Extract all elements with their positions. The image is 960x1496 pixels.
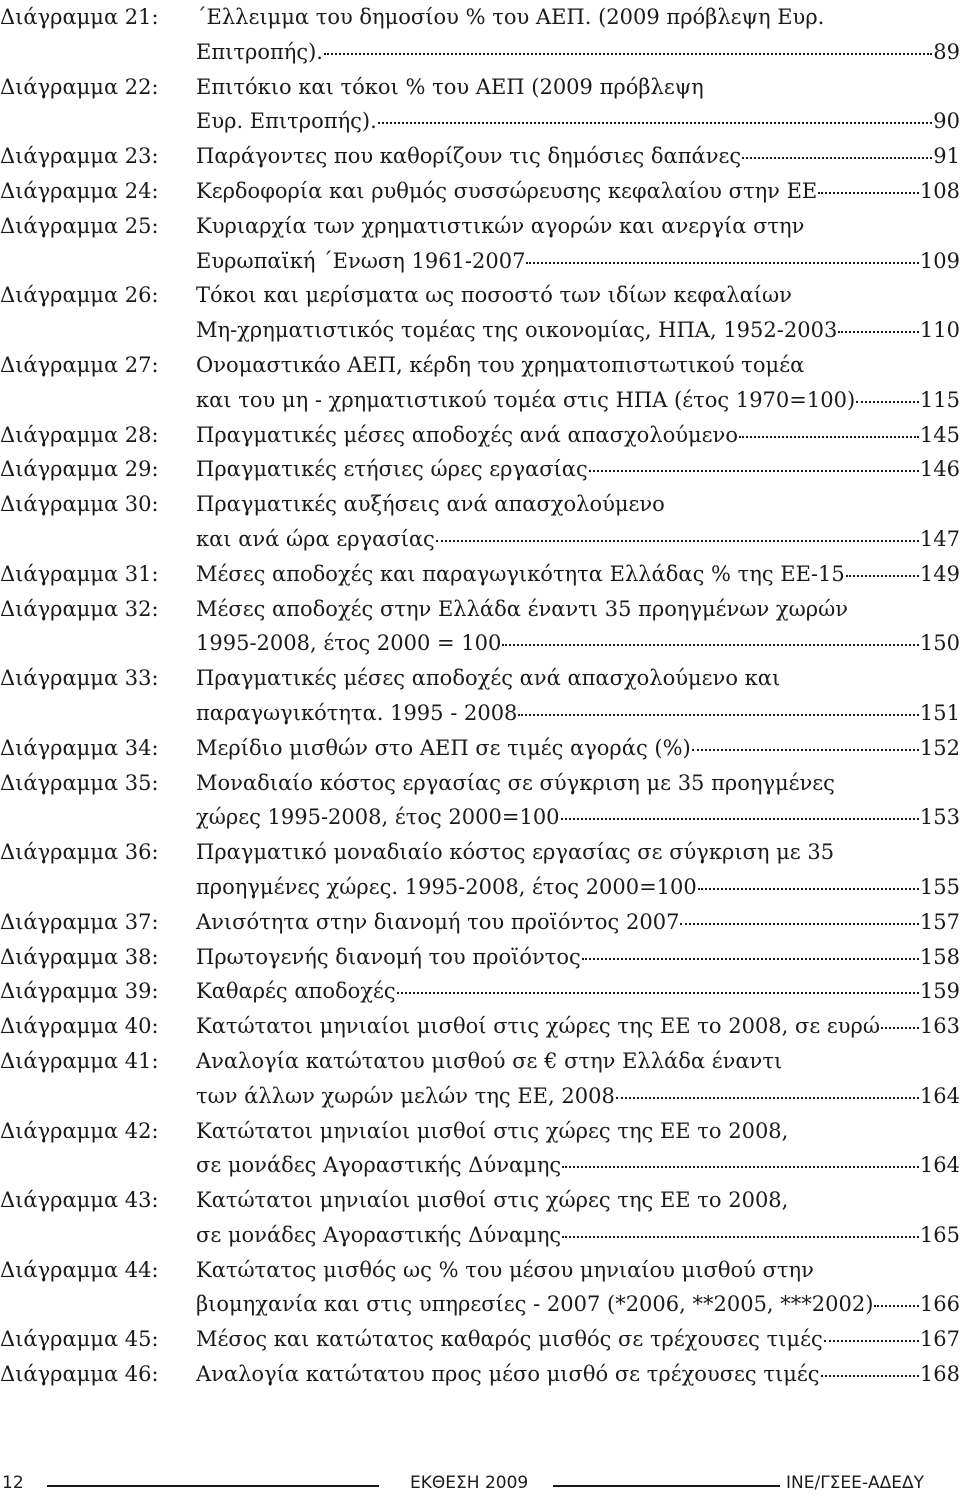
figure-title-line: Πραγματικές μέσες αποδοχές ανά απασχολούμενο και [196, 666, 781, 691]
dot-leader [698, 887, 919, 890]
footer-publisher: ΙΝΕ/ΓΣΕΕ-ΑΔΕΔΥ [786, 1473, 925, 1493]
figure-title-last-line [196, 974, 960, 1009]
dot-leader [881, 1026, 919, 1029]
dot-leader [436, 539, 919, 542]
toc-entry [0, 0, 960, 70]
toc-entry [0, 557, 960, 592]
figure-label: Διάγραμμα 27: [0, 352, 159, 377]
figure-title-last-line [196, 522, 960, 557]
figure-label: Διάγραμμα 36: [0, 840, 159, 865]
page-number-link[interactable]: 165 [919, 1222, 960, 1247]
dot-leader [692, 748, 919, 751]
figure-label: Διάγραμμα 28: [0, 422, 159, 447]
dot-leader [562, 1165, 919, 1168]
toc-entry [0, 835, 960, 905]
figure-label: Διάγραμμα 35: [0, 770, 159, 795]
figure-title-last-line [196, 244, 960, 279]
figure-title-last-line [196, 383, 960, 418]
figure-title [196, 278, 960, 348]
figure-title-last-line [196, 1009, 960, 1044]
figure-title-last-line [196, 731, 960, 766]
figure-title-line: Κυριαρχία των χρηματιστικών αγορών και ανεργία στην [196, 213, 805, 238]
dot-leader [582, 957, 919, 960]
figure-title-line: Κερδοφορία και ρυθμός συσσώρευσης κεφαλαίου στην ΕΕ [196, 178, 818, 203]
figure-title [196, 731, 960, 766]
page-number-link[interactable]: 110 [919, 318, 960, 343]
figure-title-line: Ευρ. Επιτροπής). [196, 109, 377, 134]
toc-entry [0, 1044, 960, 1114]
toc-entry [0, 1253, 960, 1323]
dot-leader [838, 330, 919, 333]
figure-label: Διάγραμμα 41: [0, 1048, 159, 1073]
toc-entry [0, 592, 960, 662]
figure-label: Διάγραμμα 42: [0, 1118, 159, 1143]
page-number-link[interactable]: 91 [933, 144, 960, 169]
figure-title [196, 661, 960, 731]
figure-label: Διάγραμμα 43: [0, 1188, 159, 1213]
figure-title [196, 940, 960, 975]
toc-entry [0, 661, 960, 731]
toc-entry [0, 1322, 960, 1357]
page-number-link[interactable]: 149 [919, 561, 960, 586]
page-number-link[interactable]: 109 [919, 248, 960, 273]
figure-label: Διάγραμμα 31: [0, 561, 159, 586]
figure-title-last-line [196, 1148, 960, 1183]
page-number-link[interactable]: 151 [919, 700, 960, 725]
figure-title-last-line [196, 35, 960, 70]
figure-title-line: παραγωγικότητα. 1995 - 2008 [196, 700, 518, 725]
toc-entry [0, 766, 960, 836]
figure-title-line: Μέσες αποδοχές και παραγωγικότητα Ελλάδας % της ΕΕ-15 [196, 561, 845, 586]
figure-title-line: σε μονάδες Αγοραστικής Δύναμης [196, 1153, 562, 1178]
figure-title-last-line [196, 139, 960, 174]
figure-title-line: Πραγματικές μέσες αποδοχές ανά απασχολούμενο [196, 422, 738, 447]
figure-title-line: και ανά ώρα εργασίας [196, 526, 435, 551]
page-number-link[interactable]: 155 [919, 874, 960, 899]
figure-label: Διάγραμμα 26: [0, 283, 159, 308]
dot-leader [818, 191, 919, 194]
toc-entry [0, 209, 960, 279]
figure-title-line: 1995-2008, έτος 2000 = 100 [196, 631, 502, 656]
page-number-link[interactable]: 89 [933, 39, 960, 64]
figure-label: Διάγραμμα 30: [0, 492, 159, 517]
toc-entry [0, 139, 960, 174]
figure-title-line: χώρες 1995-2008, έτος 2000=100 [196, 805, 560, 830]
figure-title [196, 418, 960, 453]
figure-label: Διάγραμμα 24: [0, 178, 159, 203]
dot-leader [874, 1304, 918, 1307]
figure-label: Διάγραμμα 29: [0, 457, 159, 482]
figure-title-line: Πραγματικές αυξήσεις ανά απασχολούμενο [196, 492, 665, 517]
figure-title-last-line [196, 174, 960, 209]
page-number-link[interactable]: 115 [919, 387, 960, 412]
toc-entry [0, 1357, 960, 1392]
dot-leader [589, 469, 919, 472]
figure-title-last-line [196, 940, 960, 975]
dot-leader [846, 574, 919, 577]
figure-label: Διάγραμμα 32: [0, 596, 159, 621]
page-number-link[interactable]: 166 [919, 1292, 960, 1317]
dot-leader [561, 817, 919, 820]
figure-title-line: Μέσος και κατώτατος καθαρός μισθός σε τρέχουσες τιμές [196, 1327, 823, 1352]
figure-title [196, 1009, 960, 1044]
figure-title-line: Κατώτατοι μηνιαίοι μισθοί στις χώρες της ΕΕ το 2008, [196, 1188, 789, 1213]
figure-title-line: ΄Ελλειμμα του δημοσίου % του ΑΕΠ. (2009 πρόβλεψη Ευρ. [196, 5, 825, 29]
toc-entry [0, 452, 960, 487]
figure-title-last-line [196, 557, 960, 592]
figure-title-line: Μη-χρηματιστικός τομέας της οικονομίας, ΗΠΑ, 1952-2003 [196, 318, 838, 343]
figure-title-last-line [196, 800, 960, 835]
page-number-link[interactable]: 158 [919, 944, 960, 969]
figure-title [196, 766, 960, 836]
figure-label: Διάγραμμα 39: [0, 979, 159, 1004]
figure-title-line: Καθαρές αποδοχές [196, 979, 396, 1004]
figure-title [196, 1114, 960, 1184]
figure-title [196, 974, 960, 1009]
figure-title-line: Ευρωπαϊκή ΄Ενωση 1961-2007 [196, 248, 526, 273]
figure-title-last-line [196, 1322, 960, 1357]
toc-entry [0, 487, 960, 557]
toc-entry [0, 348, 960, 418]
figure-title-line: Επιτροπής). [196, 39, 323, 64]
page-number-link[interactable]: 168 [919, 1362, 960, 1387]
page-number-link[interactable]: 163 [919, 1014, 960, 1039]
footer-report-title: ΕΚΘΕΣΗ 2009 [410, 1473, 529, 1493]
dot-leader [742, 156, 932, 159]
figure-title-last-line [196, 452, 960, 487]
figure-label: Διάγραμμα 34: [0, 735, 159, 760]
figure-title [196, 1044, 960, 1114]
figure-title [196, 487, 960, 557]
toc-entry [0, 940, 960, 975]
dot-leader [378, 121, 932, 124]
figure-title-line: Κατώτατοι μηνιαίοι μισθοί στις χώρες της ΕΕ το 2008, [196, 1118, 789, 1143]
figure-label: Διάγραμμα 23: [0, 144, 159, 169]
figure-title [196, 592, 960, 662]
figure-title-line: Μερίδιο μισθών στο ΑΕΠ σε τιμές αγοράς (%) [196, 735, 691, 760]
figure-title [196, 1357, 960, 1392]
figure-label: Διάγραμμα 45: [0, 1327, 159, 1352]
figure-title-line: Πρωτογενής διανομή του προϊόντος [196, 944, 581, 969]
figure-title-line: Πραγματικό μοναδιαίο κόστος εργασίας σε σύγκριση με 35 [196, 840, 835, 865]
figure-title-line: Πραγματικές ετήσιες ώρες εργασίας [196, 457, 588, 482]
figure-title-line: Αναλογία κατώτατου μισθού σε € στην Ελλάδα έναντι [196, 1048, 783, 1073]
figure-title [196, 139, 960, 174]
figure-title [196, 1183, 960, 1253]
toc-entry [0, 974, 960, 1009]
figure-label: Διάγραμμα 40: [0, 1014, 159, 1039]
dot-leader [324, 52, 932, 55]
dot-leader [856, 400, 919, 403]
figure-title [196, 209, 960, 279]
page-number-link[interactable]: 167 [919, 1327, 960, 1352]
figure-title-line: Κατώτατοι μηνιαίοι μισθοί στις χώρες της ΕΕ το 2008, σε ευρώ [196, 1014, 881, 1039]
figure-title-line: Επιτόκιο και τόκοι % του ΑΕΠ (2009 πρόβλεψη [196, 74, 704, 99]
figure-title [196, 452, 960, 487]
footer-rule-right [553, 1485, 780, 1487]
page-number-link[interactable]: 90 [933, 109, 960, 134]
figure-title-line: Κατώτατος μισθός ως % του μέσου μηνιαίου μισθού στην [196, 1257, 814, 1282]
figure-title-line: Ονομαστικάο ΑΕΠ, κέρδη του χρηματοπιστωτικού τομέα [196, 352, 805, 377]
dot-leader [502, 643, 919, 646]
toc-entry [0, 731, 960, 766]
toc-entry [0, 1183, 960, 1253]
figure-title-last-line [196, 1218, 960, 1253]
toc-entry [0, 70, 960, 140]
figure-title-last-line [196, 313, 960, 348]
figure-title-line: βιομηχανία και στις υπηρεσίες - 2007 (*2006, **2005, ***2002) [196, 1292, 874, 1317]
figure-title-line: Ανισότητα στην διανομή του προϊόντος 2007 [196, 909, 680, 934]
figure-label: Διάγραμμα 21: [0, 5, 159, 29]
dot-leader [680, 922, 918, 925]
figure-title [196, 835, 960, 905]
figure-label: Διάγραμμα 44: [0, 1257, 159, 1282]
figure-title [196, 174, 960, 209]
figure-title [196, 1253, 960, 1323]
figure-title-line: Μέσες αποδοχές στην Ελλάδα έναντι 35 προηγμένων χωρών [196, 596, 848, 621]
figure-title-last-line [196, 626, 960, 661]
figure-label: Διάγραμμα 46: [0, 1362, 159, 1387]
page-number-link[interactable]: 157 [919, 909, 960, 934]
toc-entry [0, 278, 960, 348]
dot-leader [821, 1374, 919, 1377]
figure-title-line: Μοναδιαίο κόστος εργασίας σε σύγκριση με 35 προηγμένες [196, 770, 835, 795]
figure-label: Διάγραμμα 38: [0, 944, 159, 969]
figure-title-last-line [196, 905, 960, 940]
figure-title [196, 70, 960, 140]
figure-label: Διάγραμμα 22: [0, 74, 159, 99]
dot-leader [616, 1096, 919, 1099]
page-number-link[interactable]: 146 [919, 457, 960, 482]
figure-title-last-line [196, 1287, 960, 1322]
page-number-link[interactable]: 152 [919, 735, 960, 760]
dot-leader [397, 991, 919, 994]
figure-label: Διάγραμμα 37: [0, 909, 159, 934]
page-number-link[interactable]: 108 [919, 178, 960, 203]
figure-title-last-line [196, 870, 960, 905]
figure-title-line: Αναλογία κατώτατου προς μέσο μισθό σε τρέχουσες τιμές [196, 1362, 820, 1387]
figure-title-line: Παράγοντες που καθορίζουν τις δημόσιες δαπάνες [196, 144, 742, 169]
page-number-link[interactable]: 164 [919, 1153, 960, 1178]
figure-title-last-line [196, 104, 960, 139]
figure-title-last-line [196, 1357, 960, 1392]
figure-title-last-line [196, 418, 960, 453]
figure-title-line: Τόκοι και μερίσματα ως ποσοστό των ιδίων κεφαλαίων [196, 283, 792, 308]
dot-leader [824, 1339, 919, 1342]
footer-rule-left [47, 1485, 379, 1487]
page-number-link[interactable]: 153 [919, 805, 960, 830]
figure-label: Διάγραμμα 25: [0, 213, 159, 238]
toc-entry [0, 1114, 960, 1184]
figure-title [196, 1322, 960, 1357]
figure-title-line: και του μη - χρηματιστικού τομέα στις ΗΠΑ (έτος 1970=100) [196, 387, 856, 412]
figure-title [196, 0, 960, 70]
page-footer [0, 1471, 960, 1496]
page-number-link[interactable]: 159 [919, 979, 960, 1004]
footer-page-number: 12 [2, 1473, 24, 1493]
figure-title [196, 348, 960, 418]
page-number-link[interactable]: 147 [919, 526, 960, 551]
figure-title [196, 557, 960, 592]
page-number-link[interactable]: 145 [919, 422, 960, 447]
figure-title-line: προηγμένες χώρες. 1995-2008, έτος 2000=100 [196, 874, 697, 899]
dot-leader [518, 713, 918, 716]
toc-entry [0, 418, 960, 453]
page-number-link[interactable]: 164 [919, 1083, 960, 1108]
dot-leader [739, 435, 919, 438]
toc-entry [0, 1009, 960, 1044]
dot-leader [562, 1235, 919, 1238]
figure-title-line: των άλλων χωρών μελών της ΕΕ, 2008 [196, 1083, 615, 1108]
figure-title-last-line [196, 1079, 960, 1114]
toc-entry [0, 905, 960, 940]
figure-label: Διάγραμμα 33: [0, 666, 159, 691]
toc-entry [0, 174, 960, 209]
figure-title-last-line [196, 696, 960, 731]
page-number-link[interactable]: 150 [919, 631, 960, 656]
dot-leader [526, 261, 918, 264]
figure-title [196, 905, 960, 940]
figure-title-line: σε μονάδες Αγοραστικής Δύναμης [196, 1222, 562, 1247]
